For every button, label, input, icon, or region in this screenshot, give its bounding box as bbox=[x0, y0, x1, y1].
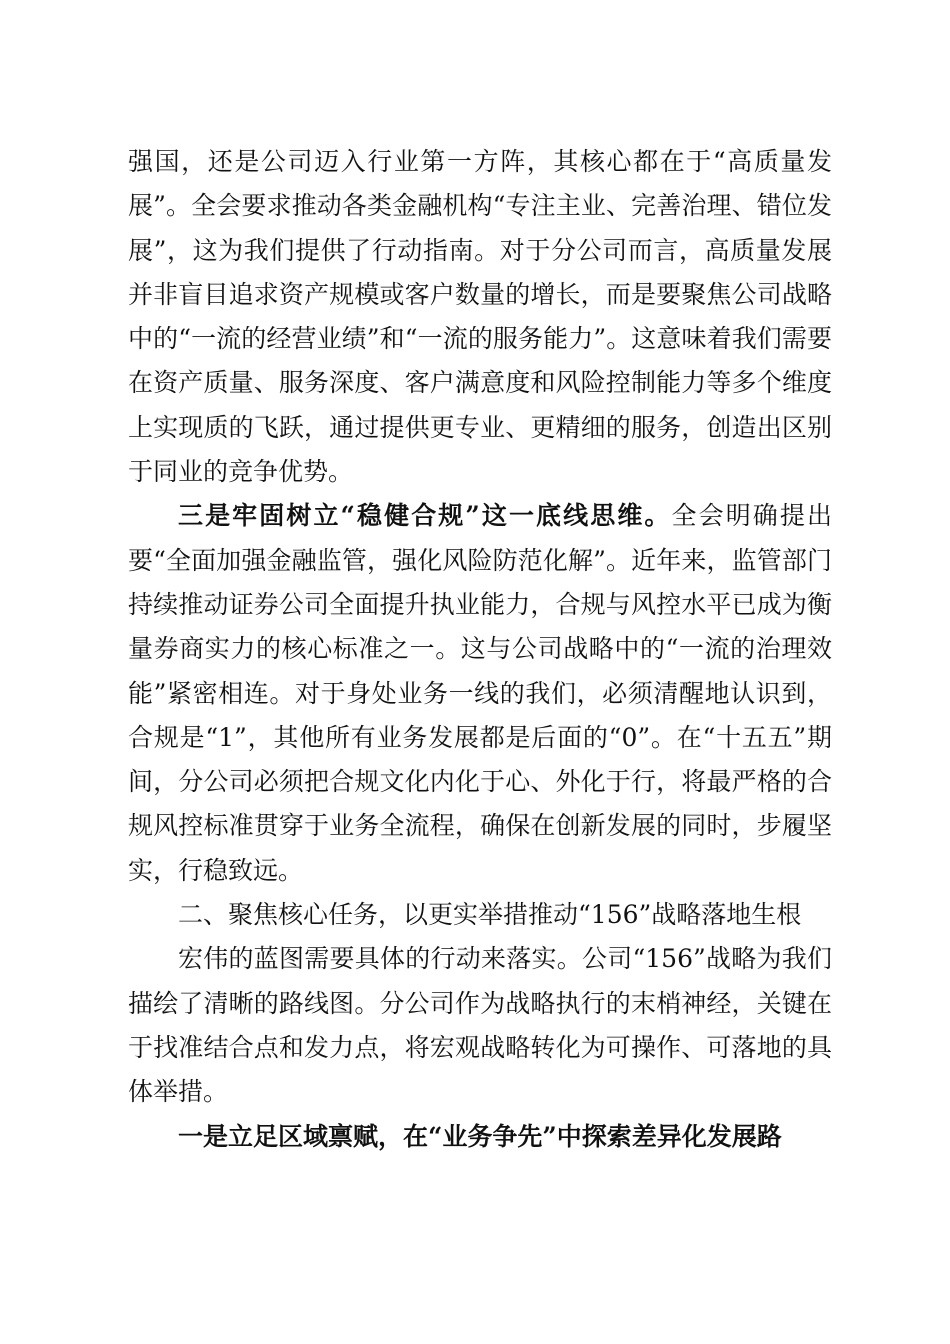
section-heading-text: 二、聚焦核心任务，以更实举措推动“156”战略落地生根 bbox=[178, 900, 802, 930]
paragraph-compliance bbox=[128, 494, 832, 893]
paragraph-heading-bold: 一是立足区域禀赋，在“业务争先”中探索差异化发展路 bbox=[178, 1121, 782, 1151]
document-body bbox=[128, 140, 832, 1159]
paragraph-text: 强国，还是公司迈入行业第一方阵，其核心都在于“高质量发展”。全会要求推动各类金融机构“专注主业、完善治理、错位发展”，这为我们提供了行动指南。对于分公司而言，高质量发展并非盲目追求资产规模或客户数量的增长，而是要聚焦公司战略中的“一流的经营业绩”和“一流的服务能力”。这意味着我们需要在资产质量、服务深度、客户满意度和风险控制能力等多个维度上实现质的飞跃，通过提供更专业、更精细的服务，创造出区别于同业的竞争优势。 bbox=[128, 147, 832, 487]
paragraph-text: 全会明确提出要“全面加强金融监管，强化风险防范化解”。近年来，监管部门持续推动证券公司全面提升执业能力，合规与风控水平已成为衡量券商实力的核心标准之一。这与公司战略中的“一流的治理效能”紧密相连。对于身处业务一线的我们，必须清醒地认识到，合规是“1”，其他所有业务发展都是后面的“0”。在“十五五”期间，分公司必须把合规文化内化于心、外化于行，将最严格的合规风控标准贯穿于业务全流程，确保在创新发展的同时，步履坚实，行稳致远。 bbox=[128, 501, 832, 885]
paragraph-heading-bold: 三是牢固树立“稳健合规”这一底线思维。 bbox=[178, 501, 672, 531]
paragraph-blueprint bbox=[128, 937, 832, 1114]
section-heading-two bbox=[128, 893, 832, 937]
paragraph-high-quality-development bbox=[128, 140, 832, 494]
paragraph-text: 宏伟的蓝图需要具体的行动来落实。公司“156”战略为我们描绘了清晰的路线图。分公司作为战略执行的末梢神经，关键在于找准结合点和发力点，将宏观战略转化为可操作、可落地的具体举措。 bbox=[128, 944, 832, 1107]
paragraph-regional-endowment bbox=[128, 1115, 832, 1159]
